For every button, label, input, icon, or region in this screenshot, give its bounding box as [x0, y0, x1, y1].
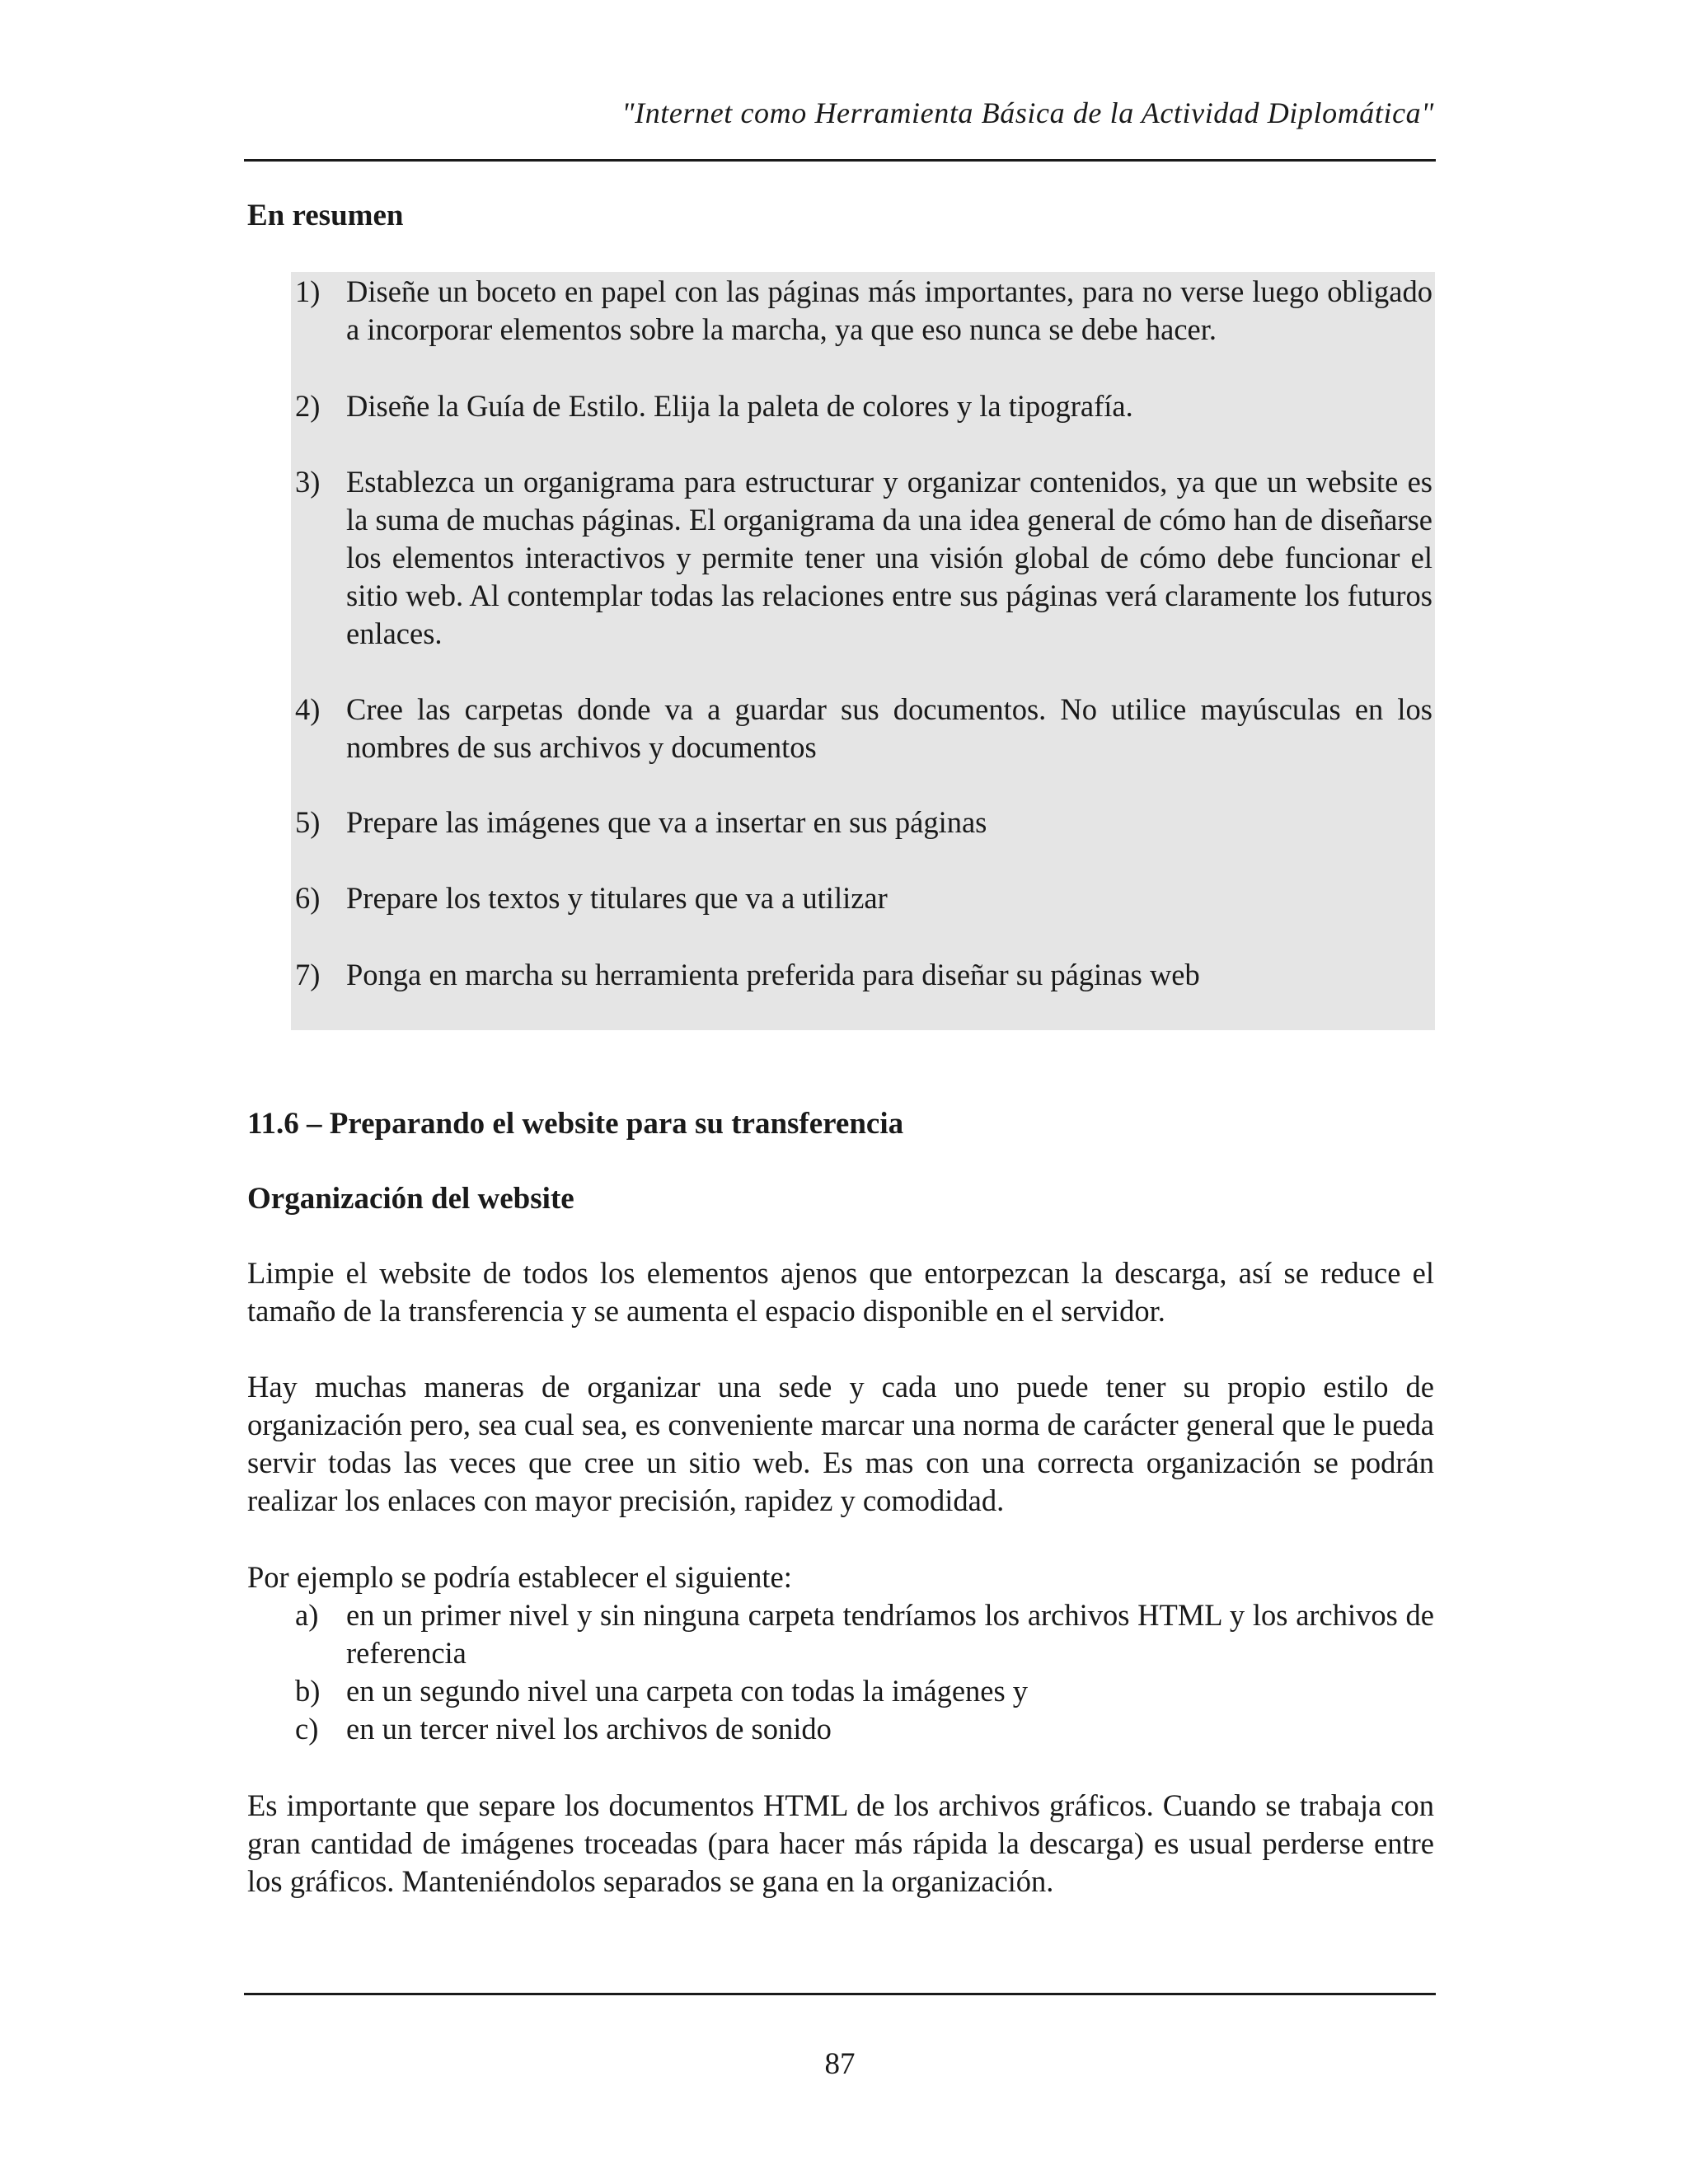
list-item-a — [295, 1596, 1434, 1672]
summary-item-text: Diseñe la Guía de Estilo. Elija la paleta de colores y la tipografía. — [346, 389, 1133, 423]
summary-item-1 — [295, 273, 1432, 349]
paragraph: Limpie el website de todos los elementos ajenos que entorpezcan la descarga, así se reduce el tamaño de la transferencia y se aumenta el espacio disponible en el servidor. — [247, 1256, 1434, 1328]
list-item-b — [295, 1672, 1434, 1710]
page-number: 87 — [824, 2047, 856, 2081]
summary-item-text: Establezca un organigrama para estructurar y organizar contenidos, ya que un website es la suma de muchas páginas. El organigrama da una idea general de cómo han de diseñarse los elementos interactivos y permite tener una visión global de cómo debe funcionar el sitio web. Al contemplar todas las relaciones entre sus páginas verá claramente los futuros enlaces. — [346, 465, 1432, 650]
summary-item-text: Prepare las imágenes que va a insertar en sus páginas — [346, 805, 987, 839]
header-rule — [244, 159, 1436, 162]
running-header-title: "Internet como Herramienta Básica de la Actividad Diplomática" — [621, 96, 1434, 129]
paragraph: Es importante que separe los documentos HTML de los archivos gráficos. Cuando se trabaja con gran cantidad de imágenes troceadas (para hacer más rápida la descarga) es usual perderse entre los gráficos. Manteniéndolos separados se gana en la organización. — [247, 1788, 1434, 1898]
summary-item-text: Cree las carpetas donde va a guardar sus documentos. No utilice mayúsculas en los nombres de sus archivos y documentos — [346, 692, 1432, 764]
list-item-text: en un segundo nivel una carpeta con todas la imágenes y — [346, 1674, 1029, 1708]
list-item-letter: a) — [295, 1598, 319, 1632]
summary-item-2 — [295, 387, 1432, 425]
summary-item-number: 7) — [295, 958, 321, 991]
section-heading: 11.6 – Preparando el website para su transferencia — [247, 1107, 904, 1141]
summary-item-number: 5) — [295, 805, 321, 839]
summary-item-7 — [295, 956, 1432, 994]
summary-item-3 — [295, 463, 1432, 653]
list-item-letter: c) — [295, 1712, 319, 1746]
paragraph: Hay muchas maneras de organizar una sede y cada uno puede tener su propio estilo de organización pero, sea cual sea, es conveniente marcar una norma de carácter general que le pueda servir todas las veces que cree un sitio web. Es mas con una correcta organización se podrán realizar los enlaces con mayor precisión, rapidez y comodidad. — [247, 1370, 1434, 1517]
summary-item-number: 1) — [295, 274, 321, 308]
list-item-text: en un primer nivel y sin ninguna carpeta tendríamos los archivos HTML y los archivos de referencia — [346, 1598, 1434, 1670]
summary-item-number: 3) — [295, 465, 321, 499]
summary-item-5 — [295, 804, 1432, 841]
summary-item-6 — [295, 879, 1432, 917]
summary-item-text: Diseñe un boceto en papel con las páginas más importantes, para no verse luego obligado a incorporar elementos sobre la marcha, ya que eso nunca se debe hacer. — [346, 274, 1432, 346]
summary-heading: En resumen — [247, 199, 404, 232]
summary-item-text: Ponga en marcha su herramienta preferida para diseñar su páginas web — [346, 958, 1200, 991]
list-item-text: en un tercer nivel los archivos de sonido — [346, 1712, 832, 1746]
summary-item-number: 2) — [295, 389, 321, 423]
summary-item-number: 4) — [295, 692, 321, 726]
section-subheading: Organización del website — [247, 1182, 574, 1216]
paragraph: Por ejemplo se podría establecer el siguiente: — [247, 1560, 792, 1594]
list-item-c — [295, 1710, 1434, 1748]
summary-item-text: Prepare los textos y titulares que va a utilizar — [346, 881, 888, 915]
footer-rule — [244, 1993, 1436, 1995]
summary-item-number: 6) — [295, 881, 321, 915]
summary-item-4 — [295, 691, 1432, 766]
list-item-letter: b) — [295, 1674, 321, 1708]
